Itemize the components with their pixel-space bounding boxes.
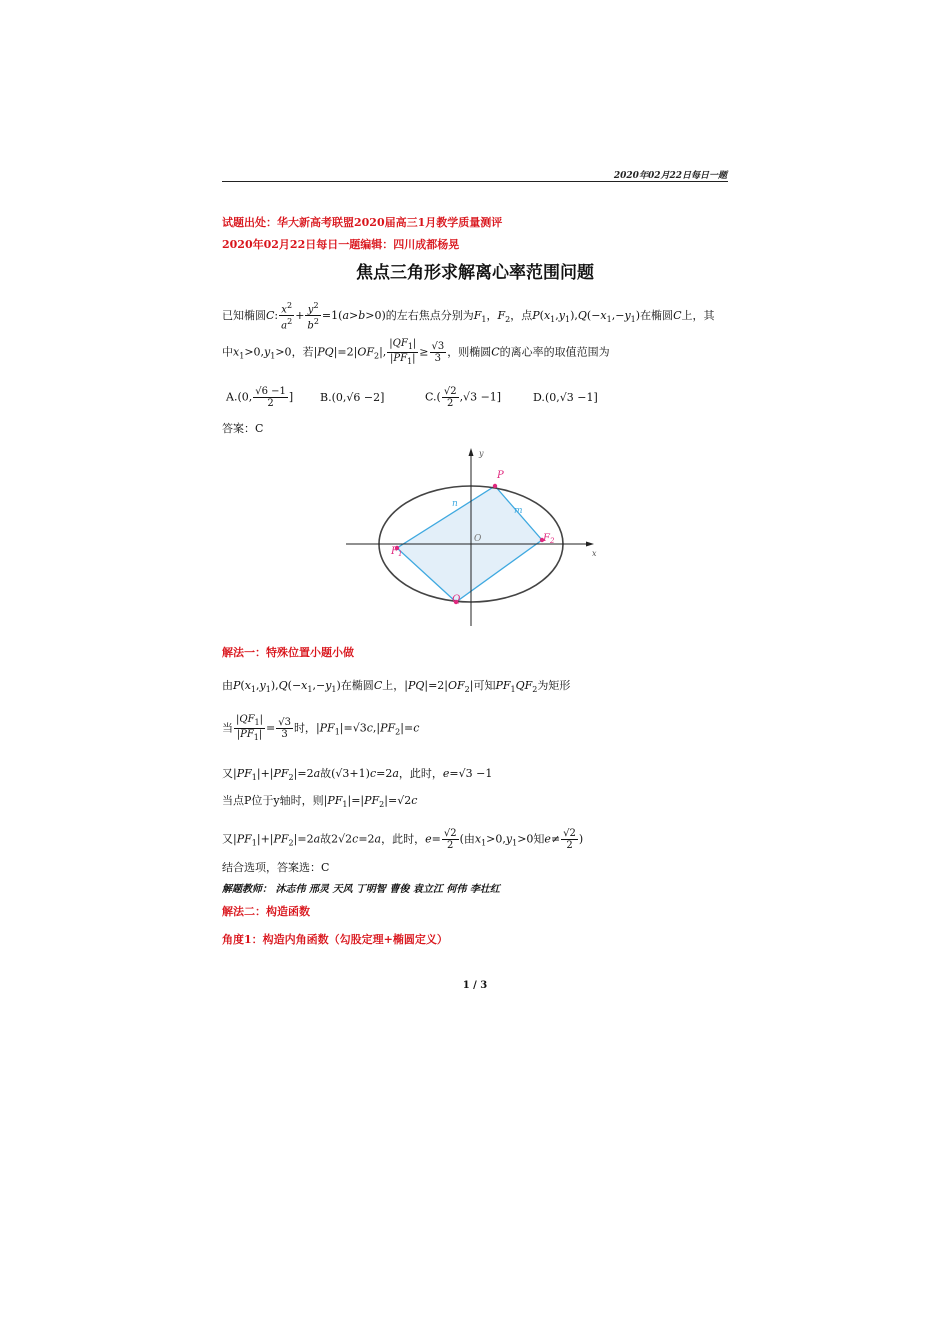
label-q: Q — [452, 594, 461, 605]
method1-text: 故 — [320, 832, 332, 846]
x-axis-arrow-icon — [586, 542, 594, 547]
option-c: C.( $\frac{√2}{2}$ ,√3 −1] — [425, 386, 502, 409]
math-frac: $\frac{√2}{2}$ — [563, 828, 576, 851]
method1-text: ，此时， — [398, 767, 443, 780]
option-a: A.(0, $\frac{√6 -1}{2}$ ] — [226, 386, 294, 409]
option-d-label: D. — [533, 391, 545, 404]
option-b-label: B. — [320, 391, 332, 404]
label-f1: $F_1$ — [391, 546, 403, 558]
math-frac: $\frac{y^2}{b^2}$ — [307, 301, 319, 332]
problem-text: ，若 — [291, 345, 314, 359]
problem-text: 已知椭圆 — [222, 308, 266, 322]
y-axis-arrow-icon — [469, 448, 474, 456]
method1-text: 知 — [533, 832, 545, 846]
label-x: x — [592, 549, 597, 558]
method1-text: 上， — [382, 679, 405, 692]
option-d: D.(0,√3 −1] — [533, 391, 598, 404]
method1-text: 又 — [222, 832, 233, 846]
label-o: O — [474, 534, 482, 544]
problem-text: 中 — [222, 345, 233, 359]
method1-text: 时， — [293, 721, 316, 735]
method1-line-1: 由$P(x_1,y_1),Q(-x_1,-y_1)$在椭圆C上，$|PQ|=2|OF_2|$可知$PF_1QF_2$为矩形 — [222, 679, 571, 695]
label-f2: $F_2$ — [543, 533, 555, 545]
ellipse-figure — [340, 442, 602, 628]
math-frac: $\frac{√2}{2}$ — [443, 828, 457, 851]
problem-text: 的左右焦点分别为 — [385, 308, 474, 322]
math-frac: $\frac{|QF_1|}{|PF_1|}$ — [389, 338, 417, 366]
math-frac: $\frac{√6 -1}{2}$ — [255, 386, 286, 409]
math-frac: $\frac{√3}{3}$ — [431, 341, 445, 364]
header-date-tag: 2020年02月22日每日一题 — [613, 171, 727, 181]
method1-conclusion: 结合选项，答案选：C — [222, 861, 330, 874]
method1-text: 由 — [222, 679, 233, 692]
source-origin: 试题出处：华大新高考联盟2020届高三1月教学质量测评 — [222, 216, 503, 229]
method1-text: 故 — [320, 767, 332, 780]
page-number: 1 / 3 — [462, 980, 488, 991]
math-frac: $\frac{x^2}{a^2}$ — [281, 301, 293, 332]
label-p: P — [497, 470, 504, 481]
problem-text: 的离心率的取值范围为 — [499, 345, 610, 359]
method1-text: 又 — [222, 767, 233, 780]
math-frac: $\frac{√3}{3}$ — [278, 717, 291, 740]
method1-text: 为矩形 — [537, 679, 571, 692]
problem-text: 在椭圆 — [640, 308, 674, 322]
problem-text: ，点 — [510, 308, 533, 322]
math-frac: $\frac{√2}{2}$ — [443, 386, 457, 409]
problem-text: ，则椭圆 — [447, 345, 492, 359]
method1-text: (由 — [459, 832, 475, 846]
page-title: 焦点三角形求解离心率范围问题 — [356, 263, 594, 283]
problem-text: 上，其 — [681, 308, 715, 322]
problem-line-1: 已知椭圆C: $\frac{x^2}{a^2}$ + $\frac{y^2}{b^2}$ =1(a>b>0)的左右焦点分别为$F_1$，$F_2$，点$P(x_1,y_1),Q(-x_1,-y_1)$在椭圆C上，其 — [222, 301, 715, 332]
math-frac: $\frac{|QF_1|}{|PF_1|}$ — [236, 714, 263, 742]
method1-line-3: 又$|PF_1|+|PF_2|=2a$故(√3+1)c=2a，此时，e=√3 −1 — [222, 767, 493, 783]
option-a-label: A. — [226, 390, 238, 404]
label-m: m — [514, 506, 523, 516]
method1-text: 当点P位于y轴时，则 — [222, 794, 324, 807]
header-divider — [222, 181, 728, 182]
method1-line-5: 又$|PF_1|+|PF_2|=2a$故2√2c=2a，此时，e= $\frac{√2}{2}$ (由$x_1>0,y_1>0$知e≠ $\frac{√2}{2}$ ) — [222, 828, 584, 851]
teachers-list: 解题教师： 沐志伟 邢灵 天风 丁明智 曹俊 袁立江 何伟 李壮红 — [222, 884, 500, 895]
answer: 答案：C — [222, 422, 264, 435]
method1-heading: 解法一：特殊位置小题小做 — [222, 646, 354, 659]
method1-line-4: 当点P位于y轴时，则$|PF_1|=|PF_2|=√2c$ — [222, 794, 418, 810]
method1-text: 当 — [222, 721, 233, 735]
option-c-label: C. — [425, 390, 437, 404]
method1-line-2: 当 $\frac{|QF_1|}{|PF_1|}$ = $\frac{√3}{3}$ 时，$|PF_1|=√3c,|PF_2|=c$ — [222, 714, 420, 742]
point-p — [493, 484, 497, 488]
method1-text: ，此时， — [381, 832, 426, 846]
label-n: n — [452, 499, 458, 509]
label-y: y — [479, 449, 484, 458]
method2-angle-1: 角度1：构造内角函数（勾股定理+椭圆定义） — [222, 933, 448, 946]
method1-text: 在椭圆 — [340, 679, 374, 692]
math: C — [266, 308, 275, 322]
method1-text: 可知 — [473, 679, 496, 692]
option-b: B.(0,√6 −2] — [320, 391, 385, 404]
method2-heading: 解法二：构造函数 — [222, 905, 310, 918]
source-editor: 2020年02月22日每日一题编辑：四川成都杨晃 — [222, 238, 460, 251]
problem-line-2: 中$x_1>0,y_1>0$，若$|PQ|=2|OF_2|$, $\frac{|QF_1|}{|PF_1|}$ ≥ $\frac{√3}{3}$ ，则椭圆C的离心率的取值范围为 — [222, 338, 610, 366]
